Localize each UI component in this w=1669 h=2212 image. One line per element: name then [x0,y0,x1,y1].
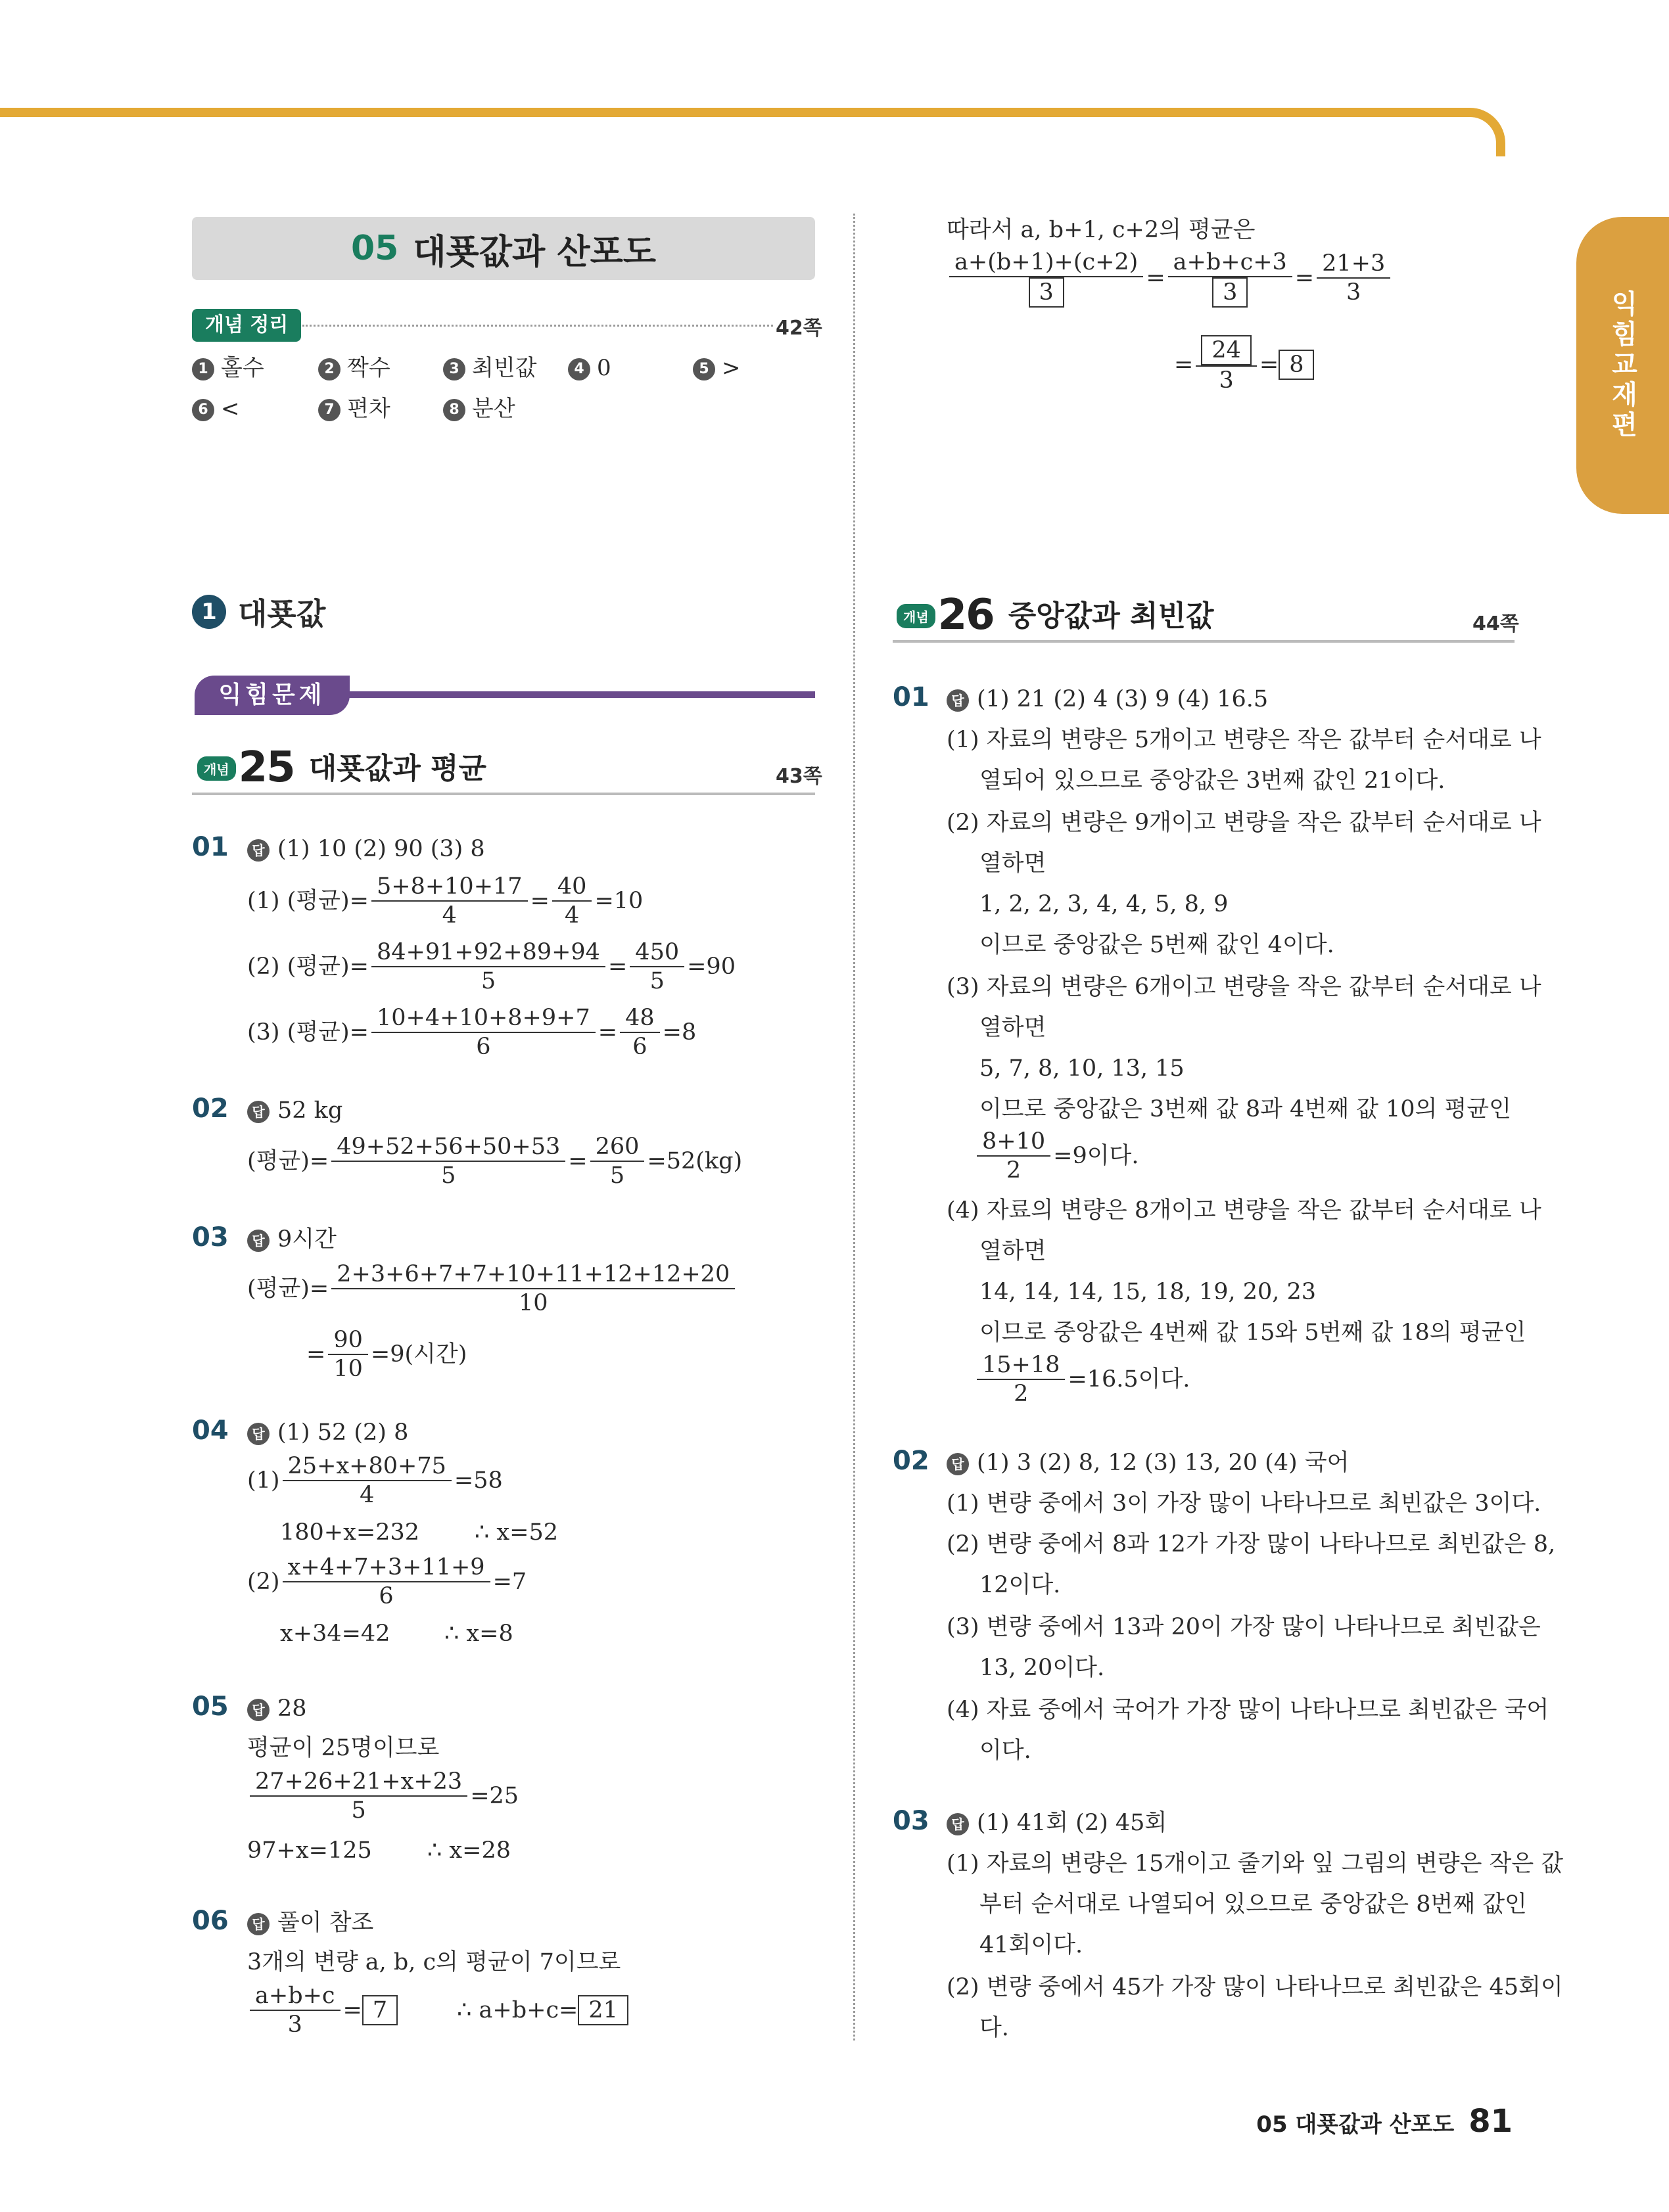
line-result: =25 [470,1783,519,1809]
fraction [590,1133,645,1189]
fraction [250,1768,467,1824]
solution-line: 14, 14, 14, 15, 18, 19, 20, 23 [979,1279,1317,1305]
solution-line: 이므로 중앙값은 5번째 값인 4이다. [979,932,1334,958]
concept-26-rule [893,640,1515,643]
chapter-number: 05 [350,229,399,268]
item-number-icon: 7 [318,399,341,421]
problem-number: 03 [192,1222,229,1253]
equation: x+34=42 [280,1621,390,1647]
line-prefix: (평균)= [247,1276,329,1302]
solution-line: 13, 20이다. [979,1655,1105,1681]
problem-answer [947,1807,1167,1839]
concept-25-header [197,743,487,792]
fraction [371,1004,596,1061]
summary-item-6 [192,396,240,422]
solution-line [247,1732,439,1764]
numerator: 450 [630,938,684,967]
fraction [331,1260,735,1317]
problem-answer [247,1417,408,1448]
line-prefix: (2) (평균)= [247,954,369,980]
numerator: 21+3 [1317,250,1390,279]
denominator-box [1023,277,1070,308]
solution-line [427,1835,511,1866]
top-decorative-band [0,108,1505,156]
solution-line: 다. [979,2015,1009,2041]
solution-line: (1) (평균)= $\frac{5+8+10+17}{4}$ = $\frac{40}{4}$ =10 [247,873,644,929]
answer-text: 28 [277,1695,307,1722]
fraction [1196,335,1257,394]
fraction [331,1133,565,1189]
problem-number: 01 [893,682,929,712]
section-number: 1 [192,595,226,629]
solution-line: 부터 순서대로 나열되어 있으므로 중앙값은 8번째 값인 [979,1891,1527,1918]
numerator: 15+18 [977,1351,1065,1380]
solution-line: 열하면 [979,850,1046,877]
numerator: 27+26+21+x+23 [250,1768,467,1797]
line-result: =52(kg) [647,1148,743,1174]
solution-line: (4) 자료 중에서 국어가 가장 많이 나타나므로 최빈값은 국어 [947,1697,1549,1723]
line-result: =8 [662,1019,697,1046]
problem-number: 05 [192,1692,229,1722]
item-number-icon: 8 [443,399,465,421]
solution-line [280,1618,390,1649]
summary-item-4 [568,355,611,381]
numerator: 260 [590,1133,645,1162]
solution-line [974,1128,1139,1184]
concept-number: 26 [937,591,994,639]
concept-mini-badge: 개념 [897,604,935,628]
fraction [949,248,1143,308]
solution-line: 이므로 중앙값은 3번째 값 8과 4번째 값 10의 평균인 [979,1096,1511,1122]
item-number-icon: 6 [192,399,214,421]
line-prefix: (2) [247,1569,280,1595]
item-number-icon: 1 [192,358,214,380]
section-title: 대푯값 [238,596,326,632]
item-number-icon: 2 [318,358,341,380]
fraction [552,873,592,929]
boxed-answer: 21 [578,1995,628,2025]
boxed-answer: 24 [1201,335,1252,365]
summary-item-text: 홀수 [221,355,264,381]
section-heading [192,590,325,634]
denominator: 2 [1014,1381,1029,1407]
page-number: 81 [1469,2103,1513,2140]
answer-icon: 답 [247,839,270,862]
solution-line [280,1517,419,1548]
denominator: 6 [632,1034,647,1060]
concept-number: 25 [238,743,294,792]
solution-line: (1) 자료의 변량은 5개이고 변량은 작은 값부터 순서대로 나 [947,727,1541,753]
solution-line: (4) 자료의 변량은 8개이고 변량을 작은 값부터 순서대로 나 [947,1197,1541,1224]
fraction [1168,248,1292,308]
line-text: 3개의 변량 a, b, c의 평균이 7이므로 [247,1949,621,1975]
equation-result: ∴ x=28 [427,1837,511,1864]
summary-item-text: 분산 [472,396,515,422]
fraction [977,1351,1065,1408]
answer-text: (1) 21 (2) 4 (3) 9 (4) 16.5 [977,686,1269,712]
item-number-icon: 5 [693,358,715,380]
footer-chapter: 05 대푯값과 산포도 [1256,2111,1455,2138]
answer-icon: 답 [247,1230,270,1252]
solution-line: (3) 자료의 변량은 6개이고 변량을 작은 값부터 순서대로 나 [947,974,1541,1000]
denominator: 4 [360,1482,375,1508]
line-result: =9이다. [1053,1143,1139,1169]
concept-26-page: 44쪽 [1472,612,1519,635]
denominator: 2 [1006,1157,1022,1184]
solution-line [247,1947,621,1978]
problem-answer [247,1907,373,1939]
solution-line: 41회이다. [979,1932,1083,1958]
solution-line: (1) 자료의 변량은 15개이고 줄기와 잎 그림의 변량은 작은 값 [947,1851,1564,1877]
line-text: 평균이 25명이므로 [247,1735,440,1761]
fraction [328,1326,368,1383]
practice-rule [342,691,815,698]
fraction [371,873,528,929]
concept-summary-dotline [302,325,773,327]
concept-summary-page: 42쪽 [776,317,822,340]
problem-number: 03 [893,1806,929,1836]
summary-item-2 [318,355,390,381]
item-number-icon: 4 [568,358,590,380]
numerator: a+(b+1)+(c+2) [949,248,1143,277]
page-footer [1256,2103,1513,2140]
summary-item-text: 0 [597,355,611,381]
problem-number: 02 [893,1446,929,1476]
problem-answer [247,1095,342,1126]
line-result: =9(시간) [370,1341,467,1368]
side-tab-label: 익힘교재편 [1607,290,1637,441]
line-prefix: (3) (평균)= [247,1019,369,1046]
summary-item-1 [192,355,264,381]
answer-icon: 답 [247,1913,270,1935]
summary-item-text: > [722,355,741,381]
summary-item-8 [443,396,515,422]
answer-text: (1) 3 (2) 8, 12 (3) 13, 20 (4) 국어 [977,1450,1350,1476]
numerator: 84+91+92+89+94 [371,938,605,967]
answer-icon: 답 [247,1101,270,1123]
solution-line: (2) 변량 중에서 45가 가장 많이 나타나므로 최빈값은 45회이 [947,1974,1563,2000]
equation: 97+x=125 [247,1837,372,1864]
equation-result: ∴ x=52 [475,1519,558,1546]
answer-icon: 답 [947,1453,969,1475]
denominator: 4 [442,902,457,929]
solution-line: (평균)= $\frac{49+52+56+50+53}{5}$ = $\frac{260}{5}$ =52(kg) [247,1134,743,1189]
equation: 180+x=232 [280,1519,419,1546]
solution-line: = $\frac{90}{10}$ =9(시간) [306,1327,467,1382]
numerator: 49+52+56+50+53 [331,1133,565,1162]
solution-line [247,1835,372,1866]
denominator: 3 [1219,367,1234,394]
summary-item-text: 짝수 [347,355,390,381]
solution-line [247,1452,503,1509]
summary-item-5 [693,355,741,381]
problem-answer [247,1224,337,1255]
denominator: 5 [481,968,496,994]
solution-line: 열하면 [979,1015,1046,1041]
solution-line [974,1351,1190,1408]
solution-line: 열하면 [979,1238,1046,1264]
denominator: 6 [476,1034,491,1060]
solution-line: (3) 변량 중에서 13과 20이 가장 많이 나타나므로 최빈값은 [947,1614,1541,1640]
denominator: 5 [649,968,665,994]
equation-result: ∴ x=8 [444,1621,513,1647]
answer-icon: 답 [947,689,969,712]
column-divider [853,214,855,2040]
item-number-icon: 3 [443,358,465,380]
practice-label: 익힘문제 [195,676,350,715]
summary-item-7 [318,396,390,422]
solution-line: 열되어 있으므로 중앙값은 3번째 값인 21이다. [979,768,1446,794]
numerator: a+b+c [250,1982,341,2011]
numerator: 5+8+10+17 [371,873,528,902]
solution-line [247,1260,738,1317]
numerator: 40 [552,873,592,902]
denominator: 6 [379,1583,394,1609]
line-result: =16.5이다. [1068,1366,1190,1393]
line-prefix: (1) [247,1467,280,1494]
answer-text: 풀이 참조 [277,1910,374,1936]
solution-line: 이므로 중앙값은 4번째 값 15와 5번째 값 18의 평균인 [979,1320,1526,1346]
fraction [371,938,605,995]
fraction [283,1554,490,1610]
line-tail: ∴ a+b+c= [457,1997,578,2023]
fraction [1317,250,1390,306]
solution-line: 12이다. [979,1572,1061,1598]
numerator-box [1196,335,1257,367]
fraction [620,1004,660,1061]
answer-text: (1) 52 (2) 8 [277,1419,409,1446]
answer-icon: 답 [247,1699,270,1721]
numerator: 48 [620,1004,660,1033]
fraction [283,1452,452,1509]
denominator: 5 [441,1163,456,1189]
concept-mini-badge: 개념 [197,756,236,781]
problem-number: 01 [192,832,229,862]
solution-line: (2) 자료의 변량은 9개이고 변량을 작은 값부터 순서대로 나 [947,810,1541,836]
denominator: 5 [351,1797,366,1824]
solution-line: 1, 2, 2, 3, 4, 4, 5, 8, 9 [979,891,1229,917]
summary-item-text: 최빈값 [472,355,537,381]
answer-icon: 답 [947,1813,969,1835]
side-tab [1576,217,1669,514]
line-result: =10 [594,888,644,914]
solution-line: 5, 7, 8, 10, 13, 15 [979,1055,1185,1082]
summary-item-text: < [221,396,240,422]
equals-sign: = [342,1997,362,2023]
concept-25-page: 43쪽 [776,765,822,788]
continuation-line: 따라서 a, b+1, c+2의 평균은 [947,217,1256,243]
numerator: a+b+c+3 [1168,248,1292,277]
continuation-formula: $\frac{a+(b+1)+(c+2)}{3}$ = $\frac{a+b+c+3}{3}$ = $\frac{21+3}{3}$ [947,248,1393,308]
concept-title: 대푯값과 평균 [308,752,487,785]
problem-answer [947,1447,1349,1479]
concept-summary-label: 개념 정리 [192,309,301,342]
answer-text: 52 kg [277,1097,343,1124]
line-result: =58 [454,1467,503,1494]
solution-line: (2) (평균)= $\frac{84+91+92+89+94}{5}$ = $\frac{450}{5}$ =90 [247,939,736,994]
numerator: 10+4+10+8+9+7 [371,1004,596,1033]
denominator-box [1207,277,1253,308]
line-prefix: (평균)= [247,1148,329,1174]
concept-title: 중앙값과 최빈값 [1008,599,1214,633]
chapter-title: 대푯값과 산포도 [413,232,657,272]
denominator: 10 [333,1356,363,1382]
concept-26-header [897,591,1214,639]
denominator: 3 [1346,279,1361,306]
concept-25-rule [192,793,815,795]
line-prefix: (1) (평균)= [247,888,369,914]
boxed-answer: 7 [362,1995,398,2025]
solution-line: (1) 변량 중에서 3이 가장 많이 나타나므로 최빈값은 3이다. [947,1490,1541,1517]
numerator: 25+x+80+75 [283,1452,452,1481]
answer-text: (1) 10 (2) 90 (3) 8 [277,836,485,862]
problem-number: 04 [192,1416,229,1446]
boxed-answer: 8 [1279,350,1314,380]
solution-line: (3) (평균)= $\frac{10+4+10+8+9+7}{6}$ = $\frac{48}{6}$ =8 [247,1005,697,1060]
continuation-formula: = $\frac{24}{3}$ = 8 [1174,335,1314,394]
denominator: 3 [287,2012,302,2038]
answer-text: 9시간 [277,1226,337,1253]
numerator: 8+10 [977,1128,1050,1157]
summary-item-3 [443,355,537,381]
numerator: 90 [328,1326,368,1355]
problem-answer [247,833,485,865]
problem-answer [947,683,1268,715]
summary-item-text: 편차 [347,396,390,422]
fraction [250,1982,341,2039]
solution-line [475,1517,558,1548]
line-result: =90 [687,954,736,980]
answer-text: (1) 41회 (2) 45회 [977,1810,1167,1836]
denominator: 10 [518,1290,548,1316]
solution-line [444,1618,513,1649]
numerator: x+4+7+3+11+9 [283,1554,490,1582]
fraction [630,938,684,995]
solution-line [247,1768,519,1824]
answer-icon: 답 [247,1423,270,1445]
denominator: 4 [565,902,580,929]
solution-line [247,1554,527,1610]
problem-number: 06 [192,1906,229,1936]
problem-number: 02 [192,1094,229,1124]
solution-line: 이다. [979,1738,1031,1764]
solution-line: (2) 변량 중에서 8과 12가 가장 많이 나타나므로 최빈값은 8, [947,1531,1556,1557]
fraction [977,1128,1050,1184]
numerator: 2+3+6+7+7+10+11+12+12+20 [331,1260,735,1289]
line-result: =7 [492,1569,527,1595]
boxed-answer: 3 [1029,277,1064,308]
problem-answer [247,1693,307,1724]
denominator: 5 [609,1163,625,1189]
chapter-title-box [192,217,815,280]
solution-line [247,1982,628,2039]
boxed-answer: 3 [1212,277,1248,308]
